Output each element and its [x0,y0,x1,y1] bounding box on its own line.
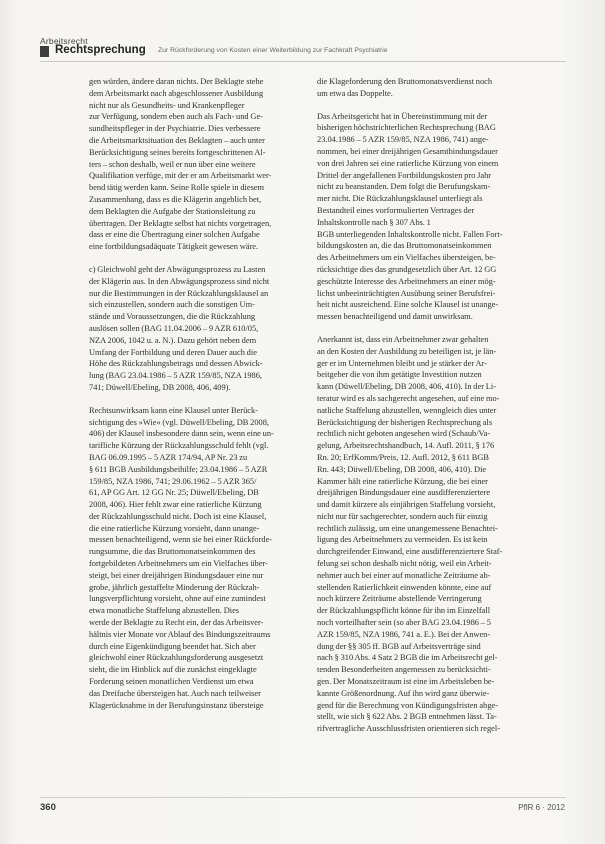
text-line: Berücksichtigung seines bereits fortgeschrittenen Al- [89,147,266,157]
text-line: gen würden, ändere daran nichts. Der Beklagte stehe [89,77,264,86]
text-line: natliche Staffelung abzustellen, wenngleich dies unter [317,405,497,415]
text-line: sichtigung des »Wie« (vgl. Düwell/Ebeling, DB 2008, [89,417,269,427]
text-line: noch kürzere Zeiträume abstellende Verringerung [317,594,482,604]
text-line: Bestandteil eines vorformulierten Vertrages der [317,205,475,215]
text-line: kann (Düwell/Ebeling, DB 2008, 406, 410). In der Li- [317,382,497,392]
text-line: rechtlich zulässig, um eine unangemessene Benachtei- [317,523,498,533]
text-line: 159/85, NZA 1986, 741; 29.06.1962 – 5 AZR 365/ [89,476,257,486]
text-line: Das Arbeitsgericht hat in Übereinstimmung mit der [317,111,488,121]
text-line: Inhaltskontrolle nach § 307 Abs. 1 [317,217,431,227]
text-line: nehmer auch bei einer auf monatliche Zeiträume ab- [317,570,491,580]
text-line: 2008, 406). Hier fehlt zwar eine ratierliche Kürzung [89,500,262,510]
text-line: lungsverpflichtung vorsieht, ohne auf eine zumindest [89,594,266,604]
journal-reference: PflR 6 · 2012 [518,803,565,812]
text-line: kannte Größenordnung. Auf ihn wird ganz überwie- [317,688,490,698]
text-line: sieht, die im Hinblick auf die zunächst eingeklagte [89,665,257,675]
footer-rule [40,797,566,798]
text-line: 741; Düwell/Ebeling, DB 2008, 406, 409). [89,382,231,392]
right-column [317,76,539,746]
text-line: das Dreifache übersteigen hat. Auch nach teilweiser [89,688,261,698]
text-line: an den Kosten der Ausbildung zu beteiligen ist, je län- [317,346,497,356]
text-line: mer nicht. Die Rückzahlungsklausel unterliegt als [317,194,483,204]
text-line: 23.04.1986 – 5 AZR 159/85, NZA 1986, 741) ange- [317,135,489,145]
text-line: bildungskosten an, die das Bruttomonatseinkommen [317,241,492,251]
text-line: dreijährigen Bindungsdauer eine ausdifferenziertere [317,488,491,498]
text-line: nur die Bestimmungen in der Rückzahlungsklausel an [89,288,269,298]
text-line: durchgreifender Einwand, eine ausdifferenziertere Staf- [317,547,503,557]
text-line: dem Arbeitsmarkt nach abgeschlossener Ausbildung [89,88,264,98]
text-line: der Rückzahlungspflicht könne für ihn im Einzelfall [317,606,491,616]
paragraph [317,76,539,100]
text-line: Kammer hält eine ratierliche Kürzung, die bei einer [317,476,488,486]
text-line: Drittel der angefallenen Fortbildungskosten pro Jahr [317,170,492,180]
text-line: gend für die Berechnung von Kündigungsfristen abge- [317,700,499,710]
text-line: gleichwohl einer Rückzahlungsforderung ausgesetzt [89,653,264,663]
text-line: übertragen. Der Beklagte selbst hat nichts vorgetragen, [89,218,272,228]
text-line: Rn. 20; ErfKomm/Preis, 12. Aufl. 2012, § 611 BGB [317,452,490,462]
text-line: NZA 2006, 1042 u. a. N.). Dazu gehört neben dem [89,335,257,345]
text-line: fortgebildeten Arbeitnehmers um ein Vielfaches über- [89,559,268,569]
text-line: 406) der Klausel insbesondere dann sein, wenn eine un- [89,429,274,439]
text-line: § 611 BGB Ausbildungsbeihilfe; 23.04.1986 – 5 AZR [89,464,268,474]
text-line: nicht nur als Gesundheits- und Krankenpfleger [89,100,245,110]
text-line: die Klageforderung den Bruttomonatsverdienst noch [317,77,493,86]
text-line: Anerkannt ist, dass ein Arbeitnehmer zwar gehalten [317,334,489,344]
text-line: der Rückzahlungsschuld nicht. Doch ist eine Klausel, [89,511,267,521]
text-line: Höhe des Rückzahlungsbetrags und dessen Abwick- [89,359,263,369]
text-line: etwa monatliche Staffelung abzustellen. Dies [89,606,240,616]
header-marker [40,46,49,57]
page-number: 360 [40,802,56,813]
text-line: dem Beklagten die Aufgabe der Stationsleitung zu [89,206,256,216]
text-line: nach § 310 Abs. 4 Satz 2 BGB die im Arbeitsrecht gel- [317,653,498,663]
text-line: ters – schon deshalb, weil er nun über eine weitere [89,159,256,169]
paragraph [317,111,539,323]
text-line: heit nicht ausreichend. Eine solche Klausel ist unange- [317,300,499,310]
text-line: stellenden Ratierlichkeit einwenden könnte, eine auf [317,582,492,592]
text-line: messen benachteiligend und damit unwirksam. [317,312,473,322]
text-line: stände und Voraussetzungen, die die Rückzahlung [89,312,256,322]
text-line: und damit kürzere als einjährigen Staffelung vorsieht, [317,500,496,510]
text-line: eine fortbildungsadäquate Tätigkeit gewesen wäre. [89,242,259,252]
text-line: Rechtsunwirksam kann eine Klausel unter Berück- [89,405,258,415]
text-line: auslösen sollen (BAG 11.04.2006 – 9 AZR 610/05, [89,323,259,333]
text-line: sundheitspfleger in der Psychiatrie. Dies verbessere [89,124,261,134]
paragraph [317,334,539,735]
text-line: gen. Der Monatszeitraum ist eine im Arbeitsleben be- [317,677,495,687]
text-line: teratur wird es als sachgerecht angesehen, auf eine mo- [317,393,500,403]
text-line: zur Verfügung, sondern eben auch als Fach- und Ge- [89,112,263,122]
paragraph [89,405,311,712]
text-line: Klagerücknahme in der Berufungsinstanz übersteige [89,700,264,710]
text-line: ligung des Arbeitnehmers zu vermeiden. Es ist kein [317,535,488,545]
text-line: Rn. 443; Düwell/Ebeling, DB 2008, 406, 410). Die [317,464,487,474]
text-line: Forderung seinen monatlichen Verdienst um etwa [89,677,254,687]
text-line: beitgeber die von ihm getätigte Investition nutzen [317,370,482,380]
text-line: tarifliche Kürzung der Rückzahlungsschuld fehlt (vgl. [89,441,269,451]
text-line: sich einzustellen, sondern auch die sonstigen Um- [89,300,255,310]
text-line: nommen, bei einer dreijährigen Gesamtbindungsdauer [317,146,498,156]
text-line: rungsumme, die das Bruttomonatseinkommen des [89,547,256,557]
text-line: AZR 159/85, NZA 1986, 741 a. E.). Bei der Anwen- [317,629,491,639]
text-line: nicht nur für sachgerechter, sondern auch für einzig [317,511,488,521]
text-line: BGB unterliegenden Inhaltskontrolle nicht. Fallen Fort- [317,229,503,239]
text-line: stellt, wie sich § 622 Abs. 2 BGB entnehmen lässt. Ta- [317,712,497,722]
paragraph [89,76,311,253]
text-line: dass er eine die Übertragung einer solchen Aufgabe [89,230,260,240]
text-line: c) Gleichwohl geht der Abwägungsprozess zu Lasten [89,264,266,274]
paragraph [89,264,311,394]
text-line: der Klägerin aus. In den Abwägungsprozess sind nicht [89,276,270,286]
text-line: rechtlich nicht geboten angesehen wird (Schaub/Va- [317,429,491,439]
text-line: Umfang der Fortbildung und deren Dauer auch die [89,347,257,357]
header-subtitle: Zur Rückforderung von Kosten einer Weiterbildung zur Fachkraft Psychiatrie [158,47,388,54]
text-line: messen benachteiligend, wenn sie bei einer Rückforde- [89,535,273,545]
text-line: um etwa das Doppelte. [317,88,393,98]
text-line: die eine ratierliche Kürzung vorsieht, dann unange- [89,523,260,533]
text-line: lung (BAG 23.04.1986 – 5 AZR 159/85, NZA 1986, [89,371,263,381]
section-label: Arbeitsrecht [40,36,88,46]
text-line: hältnis vier Monate vor Ablauf des Bindungszeitraums [89,629,271,639]
header-title: Rechtsprechung [55,44,146,56]
text-line: 61, AP GG Art. 12 GG Nr. 25; Düwell/Ebeling, DB [89,488,259,498]
text-line: Qualifikation verfüge, mit der er am Arbeitsmarkt wer- [89,171,272,181]
text-line: Berücksichtigung der bisherigen Rechtsprechung als [317,417,493,427]
text-line: des Arbeitnehmers um ein Vielfaches übersteigen, be- [317,253,496,263]
text-line: rücksichtige dies das grundgesetzlich über Art. 12 GG [317,264,497,274]
text-line: tenden Besonderheiten angemessen zu berücksichti- [317,665,491,675]
text-line: bisherigen höchstrichterlichen Rechtsprechung (BAG [317,123,496,133]
left-column [89,76,311,722]
text-line: werde der Beklagte zu Recht ein, der das Arbeitsver- [89,618,264,628]
text-line: rifvertragliche Ausschlussfristen orientieren sich regel- [317,724,500,734]
text-line: lichst unbeeinträchtigten Ausübung seiner Berufsfrei- [317,288,496,298]
text-line: BAG 06.09.1995 – 5 AZR 174/94, AP Nr. 23 zu [89,452,248,462]
text-line: grobe, jährlich gestaffelte Minderung der Rückzah- [89,582,260,592]
text-line: durch eine Eigenkündigung beendet hat. Sich aber [89,641,256,651]
text-line: die Arbeitsmarktsituation des Beklagten – auch unter [89,135,265,145]
text-line: bend tätig werden kann. Seine Rolle spiele in diesem [89,183,265,193]
text-line: noch vorteilhafter sein (so aber BAG 23.04.1986 – 5 [317,618,491,628]
text-line: nicht zu beanstanden. Dem folgt die Berufungskam- [317,182,491,192]
text-line: steigt, bei einer dreijährigen Bindungsdauer eine nur [89,570,264,580]
text-line: von drei Jahren sei eine ratierliche Kürzung von einem [317,158,499,168]
text-line: Zusammenhang, dass es die Klägerin angeblich bet, [89,194,262,204]
text-line: felung sei schon deshalb nicht nötig, weil ein Arbeit- [317,559,492,569]
text-line: geschützte Interesse des Arbeitnehmers an einer mög- [317,276,496,286]
text-line: ger er im Unternehmen bleibt und je stärker der Ar- [317,358,487,368]
text-line: dung der §§ 305 ff. BGB auf Arbeitsverträge sind [317,641,481,651]
text-line: gelung, Arbeitsrechtshandbuch, 14. Aufl. 2011, § 176 [317,441,495,451]
